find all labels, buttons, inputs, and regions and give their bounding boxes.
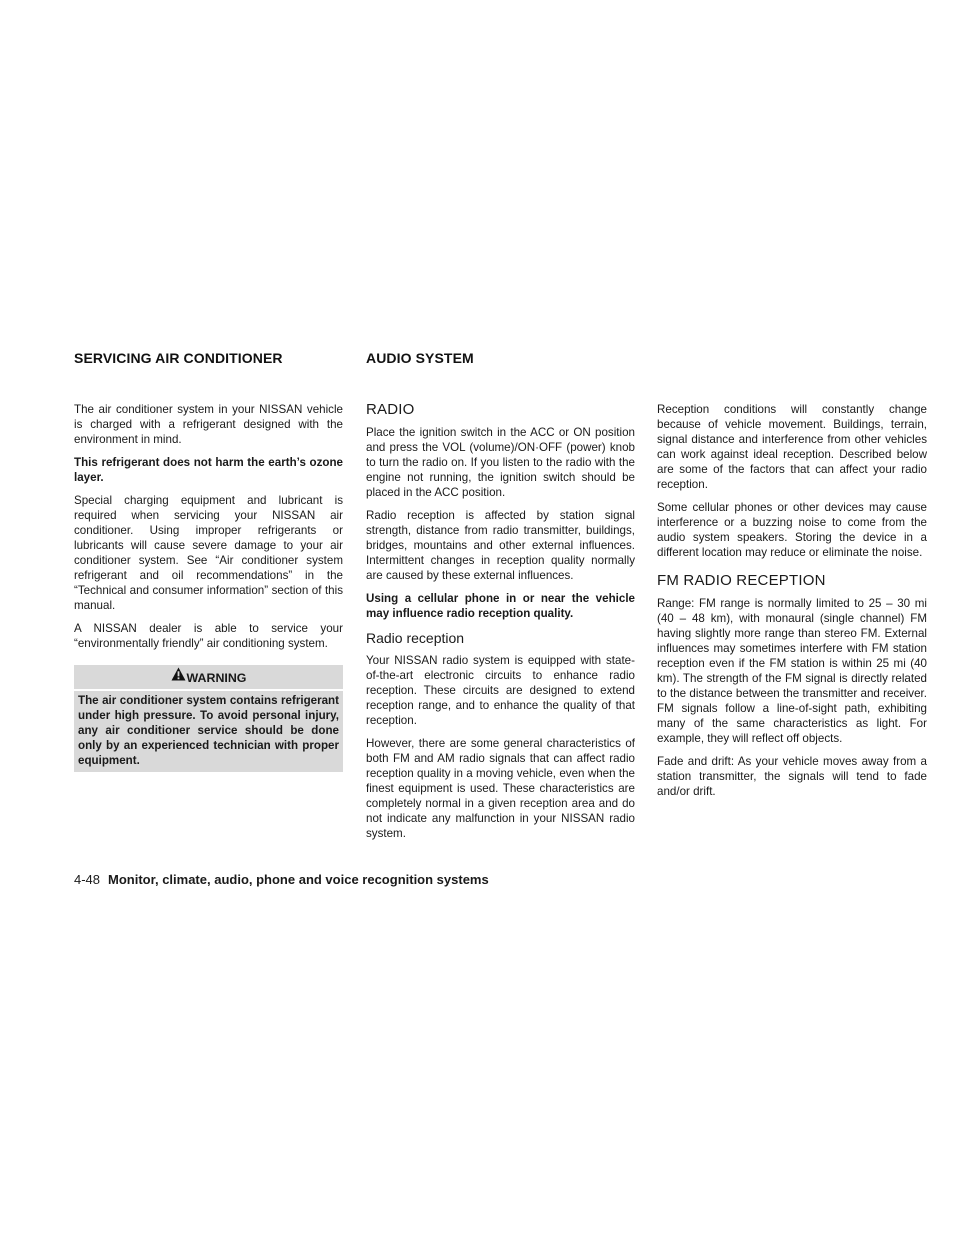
warning-triangle-icon: [171, 666, 186, 688]
cellular-phone-note: Using a cellular phone in or near the vehicle may influence radio reception quality.: [366, 592, 635, 620]
charging-equipment-paragraph: Special charging equipment and lubricant is required when servicing your NISSAN air conditioner. Using improper refrigerants or lubricants will cause severe damage to your air conditioner system. See “Air conditioner system refrigerant and oil recommendations” in the “Technical and consumer information” section of this manual.: [74, 494, 343, 612]
audio-column-left: [366, 401, 635, 849]
footer-section-title: Monitor, climate, audio, phone and voice recognition systems: [108, 872, 489, 887]
page-number: 4-48: [74, 872, 101, 887]
warning-box: [74, 665, 343, 772]
cellular-interference-paragraph: Some cellular phones or other devices may cause interference or a buzzing noise to come from the audio system speakers. Storing the device in a different location may reduce or eliminate the noise.: [657, 501, 927, 559]
audio-system-title: AUDIO SYSTEM: [366, 350, 474, 366]
radio-reception-heading: Radio reception: [366, 630, 465, 646]
dealer-service-paragraph: A NISSAN dealer is able to service your “environmentally friendly” air conditioning system.: [74, 622, 343, 650]
reception-conditions-paragraph: Reception conditions will constantly change because of vehicle movement. Buildings, terrain, signal distance and interference from other vehicles can work against ideal reception. Described below are some of the factors that can affect your radio reception.: [657, 403, 927, 491]
fm-range-paragraph: Range: FM range is normally limited to 25 – 30 mi (40 – 48 km), with monaural (single channel) FM having slightly more range than stereo FM. External influences may sometimes interfere with FM station reception even if the FM station is within 25 mi (40 km). The strength of the FM signal is directly related to the distance between the transmitter and receiver. FM signals follow a line-of-sight path, exhibiting many of the same characteristics as light. For example, they will reflect off objects.: [657, 597, 927, 745]
radio-heading: RADIO: [366, 401, 415, 418]
warning-label: WARNING: [186, 671, 247, 685]
audio-column-right: [657, 402, 927, 807]
servicing-ac-title: SERVICING AIR CONDITIONER: [74, 350, 283, 366]
radio-reception-factors-paragraph: Radio reception is affected by station signal strength, distance from radio transmitter, buildings, bridges, mountains and other external influences. Intermittent changes in reception quality normally are caused by these external influences.: [366, 509, 635, 582]
signal-characteristics-paragraph: However, there are some general characteristics of both FM and AM radio signals that can affect radio reception quality in a moving vehicle, even when the finest equipment is used. These characteristics are completely normal in a given reception area and do not indicate any malfunction in your NISSAN radio system.: [366, 737, 635, 840]
servicing-column: [74, 402, 343, 772]
fade-drift-paragraph: Fade and drift: As your vehicle moves away from a station transmitter, the signals will tend to fade and/or drift.: [657, 755, 927, 798]
ozone-note: This refrigerant does not harm the earth’s ozone layer.: [74, 456, 343, 484]
radio-on-paragraph: Place the ignition switch in the ACC or ON position and press the VOL (volume)/ON·OFF (power) knob to turn the radio on. If you listen to the radio with the engine not running, the ignition switch should be placed in the ACC position.: [366, 426, 635, 499]
radio-system-paragraph: Your NISSAN radio system is equipped with state-of-the-art electronic circuits to enhance radio reception. These circuits are designed to extend reception range, and to enhance the quality of that reception.: [366, 654, 635, 727]
servicing-intro-paragraph: The air conditioner system in your NISSAN vehicle is charged with a refrigerant designed with the environment in mind.: [74, 403, 343, 446]
fm-reception-heading: FM RADIO RECEPTION: [657, 572, 826, 589]
page-footer: [74, 872, 489, 888]
warning-header: [74, 665, 343, 691]
warning-text: The air conditioner system contains refrigerant under high pressure. To avoid personal injury, any air conditioner service should be done only by an experienced technician with proper equipment.: [78, 694, 339, 767]
